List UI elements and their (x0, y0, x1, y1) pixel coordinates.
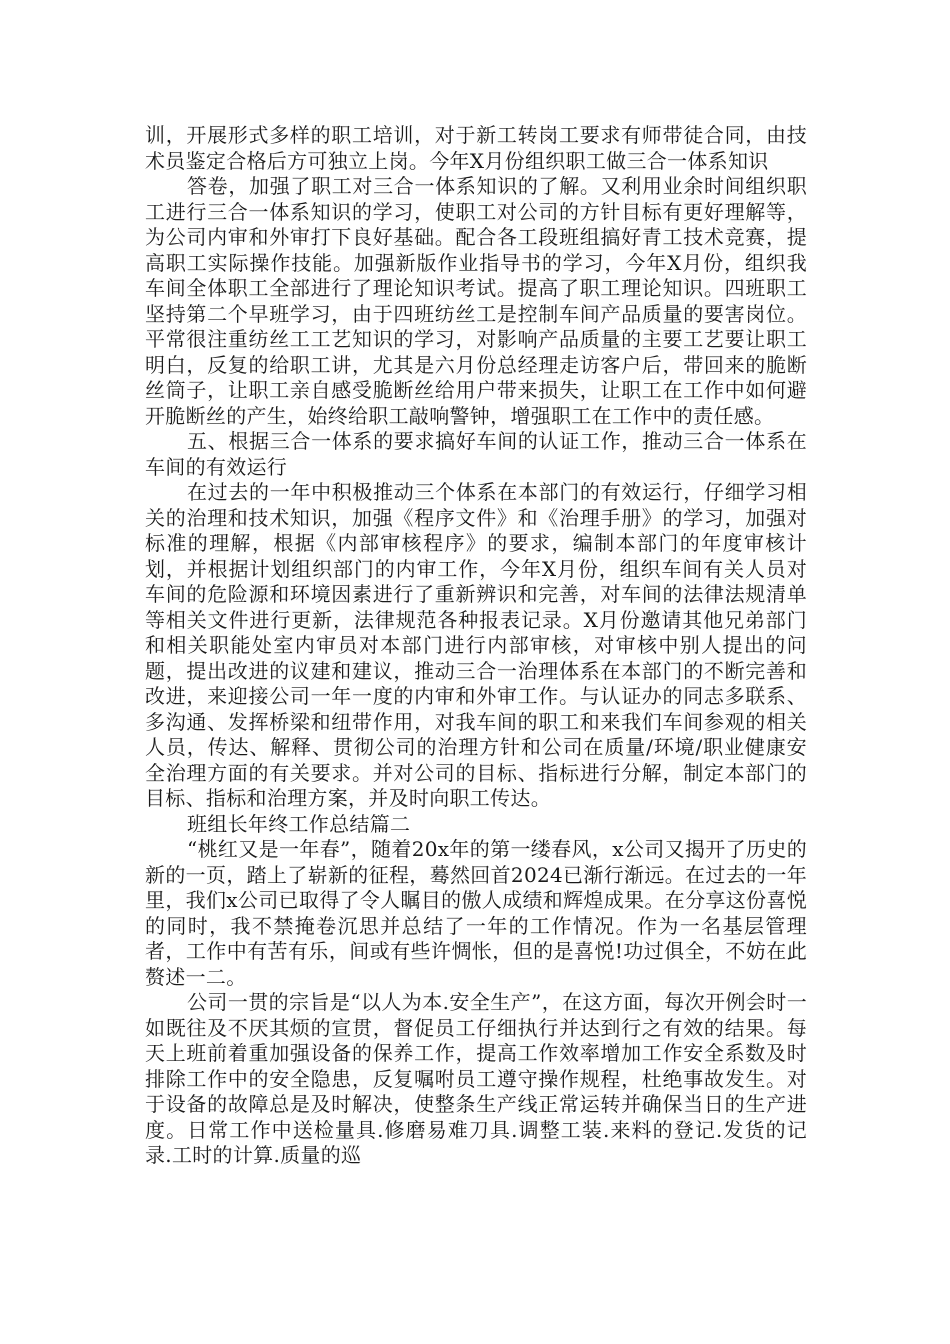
paragraph-3: 在过去的一年中积极推动三个体系在本部门的有效运行，仔细学习相关的治理和技术知识，加强《程序文件》和《治理手册》的学习，加强对标准的理解，根据《内部审核程序》的要求，编制本部门的年度审核计划，并根据计划组织部门的内审工作，今年X月份，组织车间有关人员对车间的危险源和环境因素进行了重新辨识和完善，对车间的法律法规清单等相关文件进行更新，法律规范各种报表记录。X月份邀请其他兄弟部门和相关职能处室内审员对本部门进行内部审核，对审核中别人提出的问题，提出改进的议建和建议，推动三合一治理体系在本部门的不断完善和改进，来迎接公司一年一度的内审和外审工作。与认证办的同志多联系、多沟通、发挥桥梁和纽带作用，对我车间的职工和来我们车间参观的相关人员，传达、解释、贯彻公司的治理方针和公司在质量/环境/职业健康安全治理方面的有关要求。并对公司的目标、指标进行分解，制定本部门的目标、指标和治理方案，并及时向职工传达。 (145, 480, 807, 810)
paragraph-4: “桃红又是一年春”，随着20x年的第一缕春风，x公司又揭开了历史的新的一页，踏上了崭新的征程，蓦然回首2024已渐行渐远。在过去的一年里，我们x公司已取得了令人瞩目的傲人成绩和辉煌成果。在分享这份喜悦的同时，我不禁掩卷沉思并总结了一年的工作情况。作为一名基层管理者，工作中有苦有乐，间或有些许惆怅，但的是喜悦!功过俱全，不妨在此赘述一二。 (145, 837, 807, 989)
section-heading-5: 五、根据三合一体系的要求搞好车间的认证工作，推动三合一体系在车间的有效运行 (145, 429, 807, 479)
paragraph-1: 训，开展形式多样的职工培训，对于新工转岗工要求有师带徒合同，由技术员鉴定合格后方可独立上岗。今年X月份组织职工做三合一体系知识 (145, 123, 807, 173)
article-title-part-2: 班组长年终工作总结篇二 (187, 811, 411, 836)
document-body (145, 123, 807, 1169)
paragraph-2: 答卷，加强了职工对三合一体系知识的了解。又利用业余时间组织职工进行三合一体系知识的学习，使职工对公司的方针目标有更好理解等，为公司内审和外审打下良好基础。配合各工段班组搞好青工技术竞赛，提高职工实际操作技能。加强新版作业指导书的学习，今年X月份，组织我车间全体职工全部进行了理论知识考试。提高了职工理论知识。四班职工坚持第二个早班学习，由于四班纺丝工是控制车间产品质量的要害岗位。平常很注重纺丝工工艺知识的学习，对影响产品质量的主要工艺要让职工明白，反复的给职工讲，尤其是六月份总经理走访客户后，带回来的脆断丝筒子，让职工亲自感受脆断丝给用户带来损失，让职工在工作中如何避开脆断丝的产生，始终给职工敲响警钟，增强职工在工作中的责任感。 (145, 174, 807, 428)
paragraph-5: 公司一贯的宗旨是“以人为本.安全生产”，在这方面，每次开例会时一如既往及不厌其烦的宣贯，督促员工仔细执行并达到行之有效的结果。每天上班前着重加强设备的保养工作，提高工作效率增加工作安全系数及时排除工作中的安全隐患，反复嘱咐员工遵守操作规程，杜绝事故发生。对于设备的故障总是及时解决，使整条生产线正常运转并确保当日的生产进度。日常工作中送检量具.修磨易难刀具.调整工装.来料的登记.发货的记录.工时的计算.质量的巡 (145, 990, 807, 1167)
